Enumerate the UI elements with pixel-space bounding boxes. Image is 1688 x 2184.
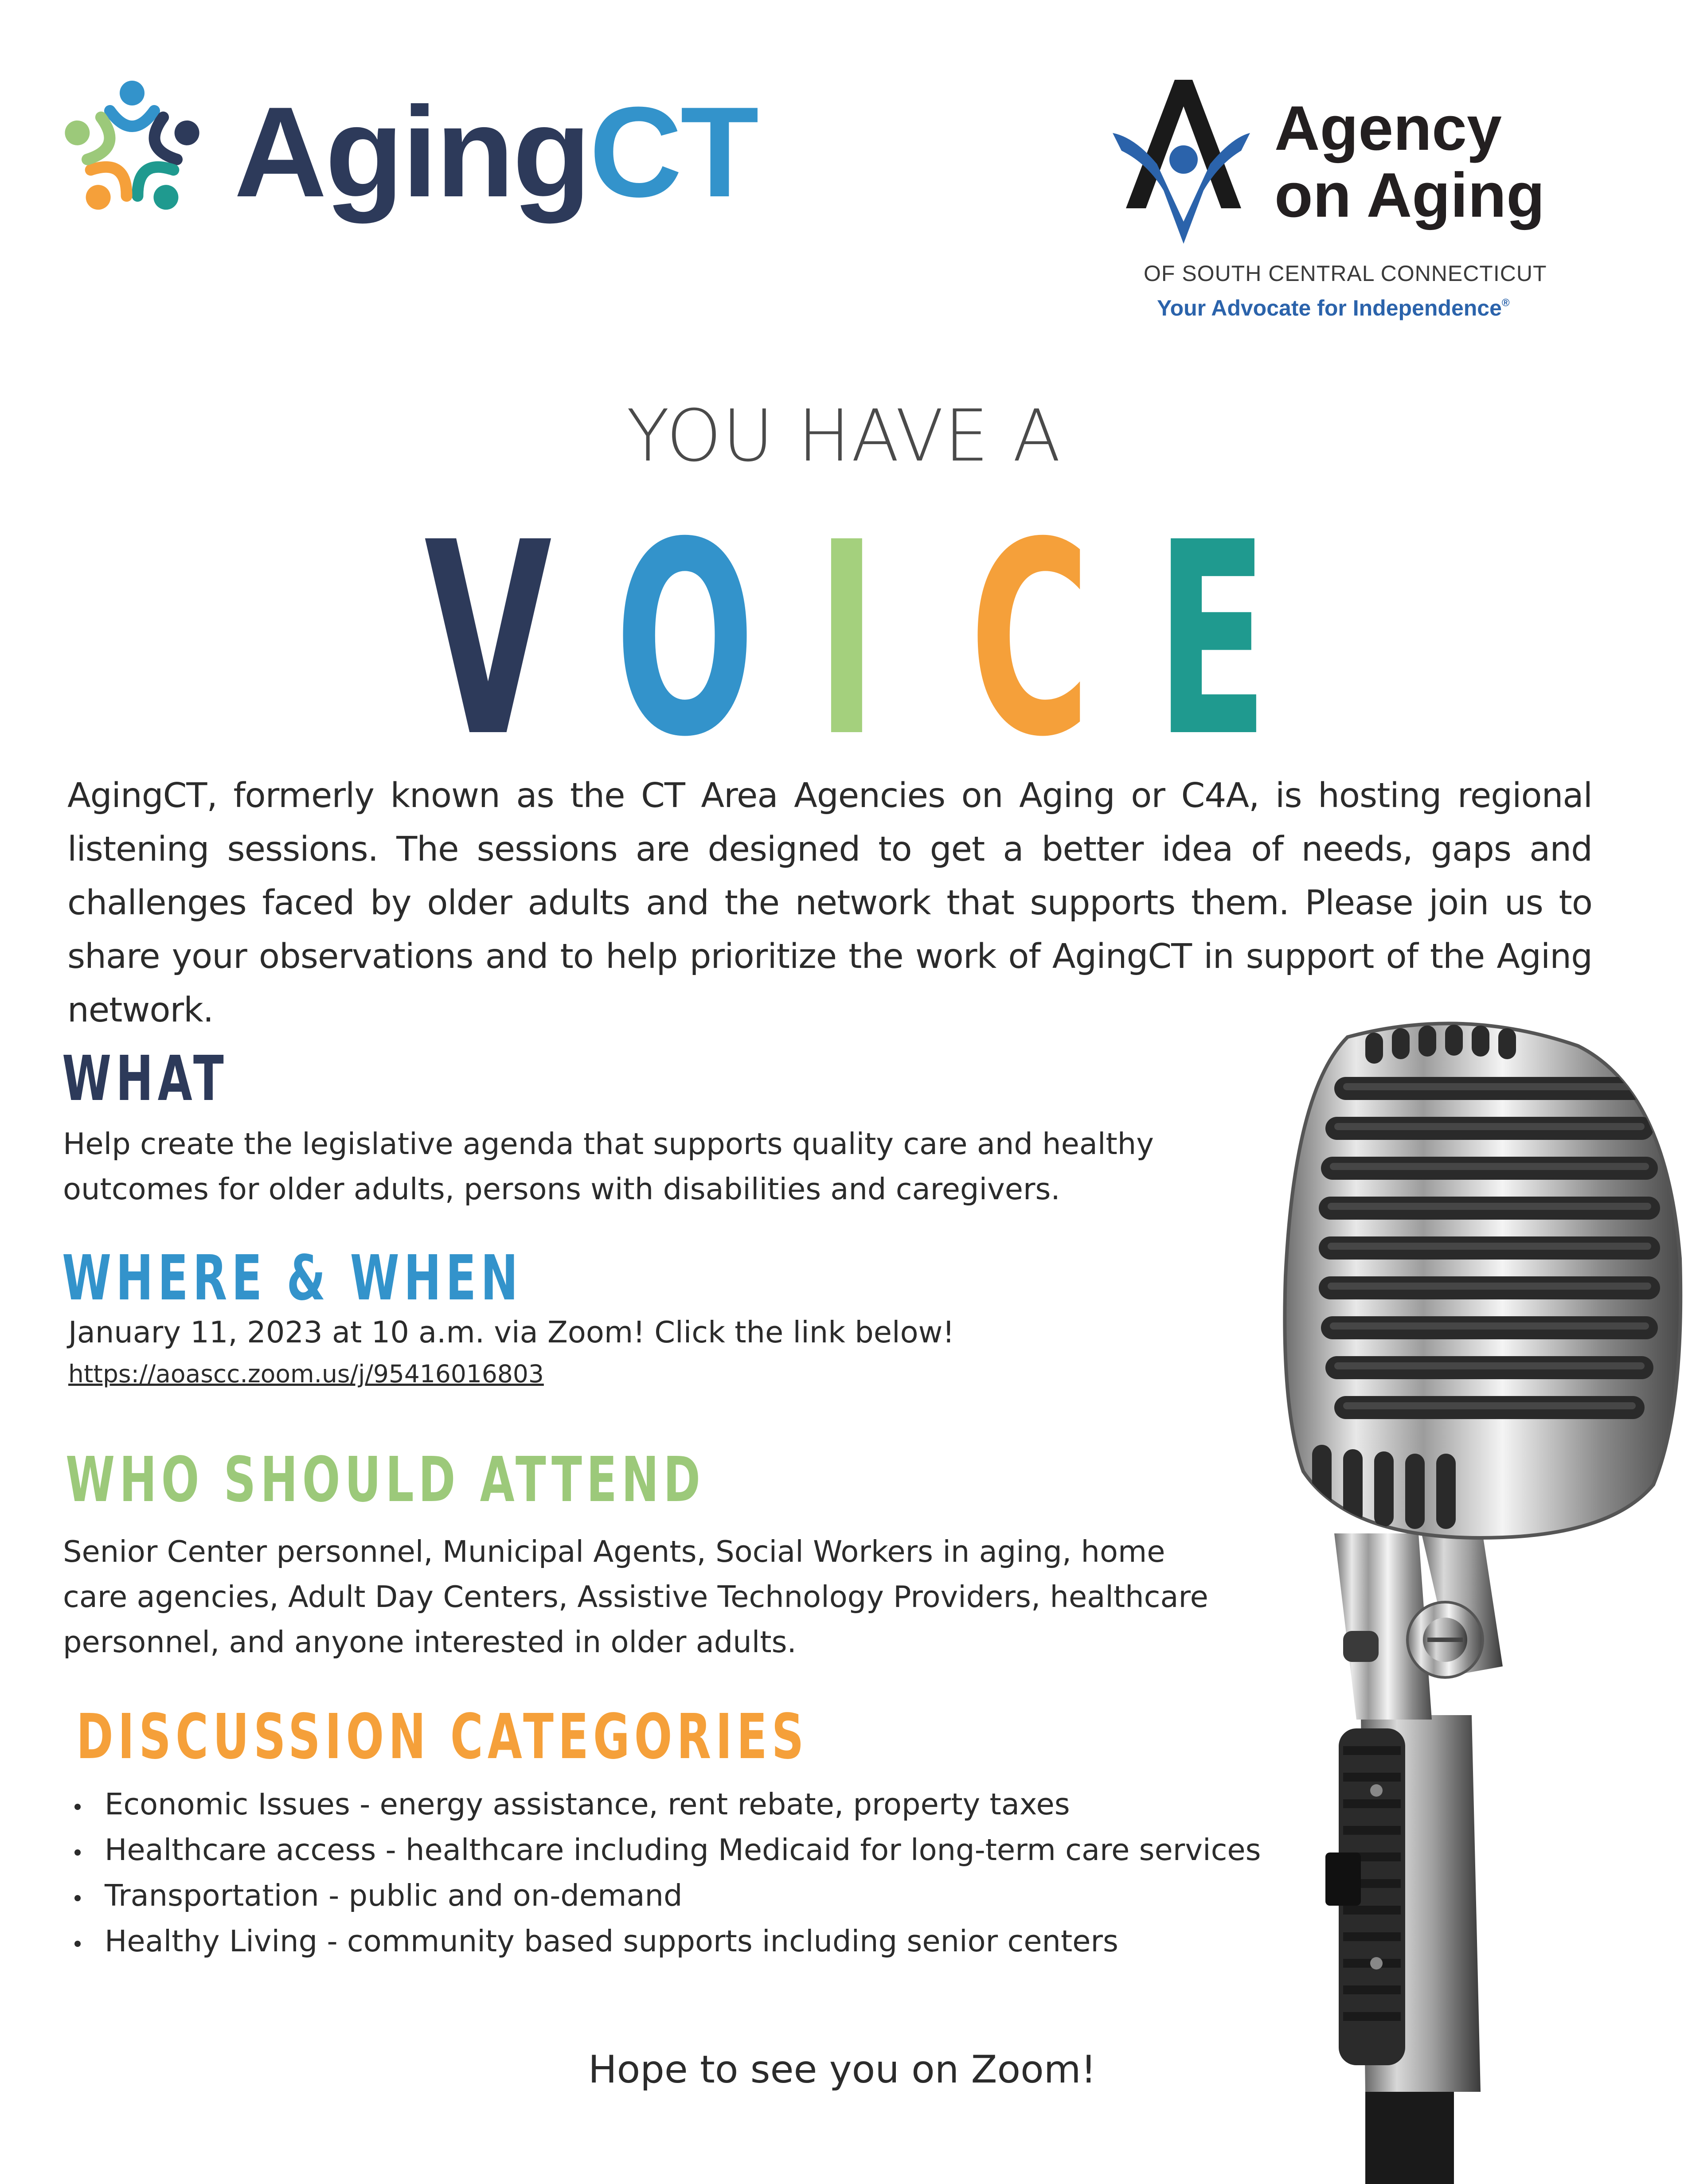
- closing-message: Hope to see you on Zoom!: [588, 2048, 1096, 2092]
- who-should-attend-heading: WHO SHOULD ATTEND: [66, 1444, 705, 1516]
- registered-mark: ®: [1501, 297, 1510, 309]
- agingct-wordmark-aging: Aging: [234, 80, 590, 224]
- list-item: Healthcare access - healthcare including Medicaid for long-term care services: [62, 1827, 1281, 1873]
- agency-on-aging-name: [1274, 95, 1545, 229]
- voice-letter-v: V: [424, 485, 552, 795]
- agency-on-aging-logo: [1108, 75, 1596, 332]
- agency-on-aging-emblem-icon: [1108, 75, 1254, 253]
- headline-you-have-a: YOU HAVE A: [626, 394, 1062, 478]
- list-item: Healthy Living - community based supports including senior centers: [62, 1919, 1281, 1964]
- voice-letter-o: O: [615, 485, 755, 795]
- agency-on-aging-name-line2: on Aging: [1274, 160, 1545, 230]
- where-when-body: January 11, 2023 at 10 a.m. via Zoom! Click the link below!: [68, 1315, 955, 1349]
- voice-letter-c: C: [969, 485, 1091, 795]
- agingct-wordmark-ct: CT: [589, 80, 758, 224]
- voice-letter-i: I: [816, 485, 878, 795]
- discussion-categories-heading: DISCUSSION CATEGORIES: [76, 1701, 809, 1773]
- what-heading: WHAT: [62, 1043, 228, 1115]
- agency-on-aging-region: OF SOUTH CENTRAL CONNECTICUT: [1144, 261, 1547, 286]
- agingct-people-icon: [57, 75, 207, 226]
- agingct-wordmark: [234, 80, 758, 224]
- what-body: Help create the legislative agenda that supports quality care and healthy outcomes for older adults, persons with disabilities and caregivers.: [63, 1127, 1154, 1206]
- intro-paragraph: AgingCT, formerly known as the CT Area Agencies on Aging or C4A, is hosting regional listening sessions. The sessions are designed to get a better idea of needs, gaps and challenges faced by older adults and the network that supports them. Please join us to share your observations and to help prioritize the work of AgingCT in support of the Aging network.: [67, 776, 1592, 1030]
- where-when-heading: WHERE & WHEN: [62, 1242, 523, 1314]
- zoom-meeting-link[interactable]: https://aoascc.zoom.us/j/95416016803: [68, 1360, 544, 1388]
- agingct-logo: [57, 75, 758, 239]
- voice-letter-e: E: [1156, 485, 1269, 795]
- agency-on-aging-tagline: [1157, 295, 1510, 321]
- discussion-categories-list: [62, 1782, 1281, 1964]
- agency-on-aging-tagline-text: Your Advocate for Independence: [1157, 296, 1502, 320]
- who-should-attend-body: Senior Center personnel, Municipal Agents, Social Workers in aging, home care agencies, Adult Day Centers, Assistive Technology Providers, healthcare personnel, and anyone interested in older adults.: [63, 1534, 1208, 1659]
- vintage-microphone-image: [1232, 1010, 1688, 2184]
- agency-on-aging-name-line1: Agency: [1274, 93, 1502, 164]
- list-item: Transportation - public and on-demand: [62, 1873, 1281, 1919]
- list-item: Economic Issues - energy assistance, rent rebate, property taxes: [62, 1782, 1281, 1827]
